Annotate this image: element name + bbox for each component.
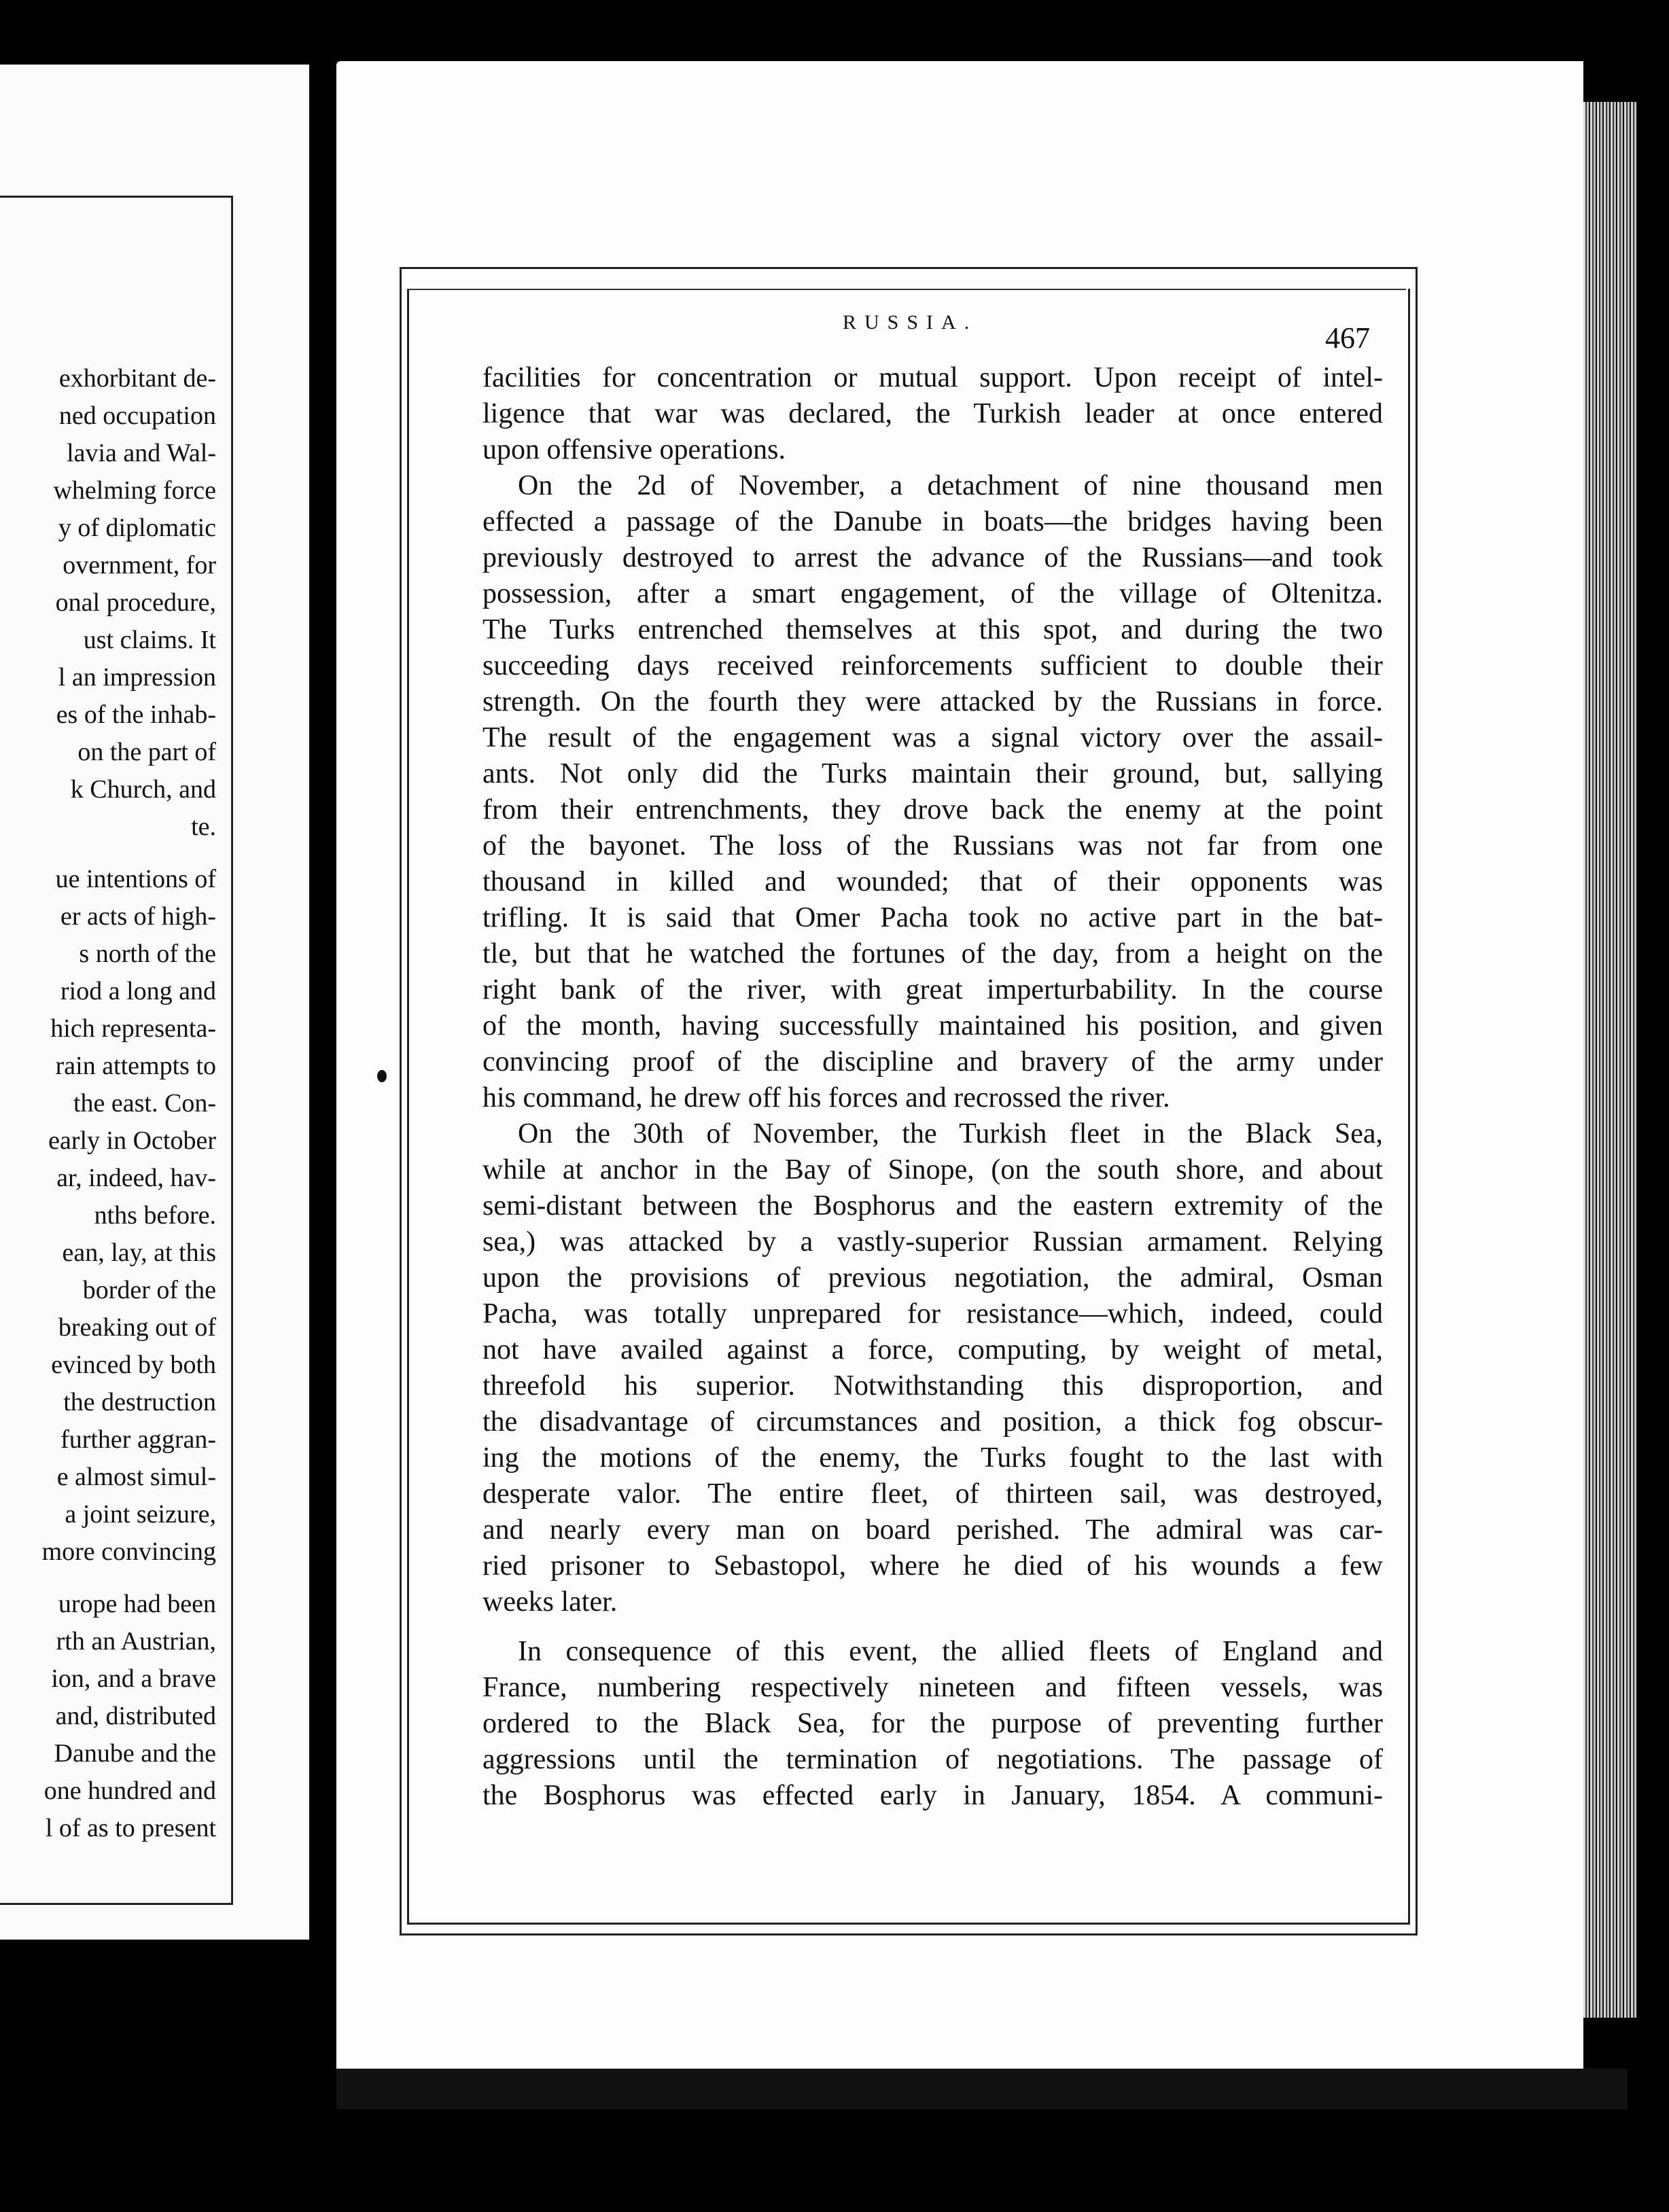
left-text-line: onal procedure, [55, 588, 216, 617]
text-line: ordered to the Black Sea, for the purpose of preventing further [482, 1708, 1383, 1739]
text-line: succeeding days received reinforcements sufficient to double their [482, 650, 1383, 681]
text-line: strength. On the fourth they were attacked by the Russians in force. [482, 686, 1383, 717]
text-line: convincing proof of the discipline and bravery of the army under [482, 1046, 1383, 1077]
text-line: the disadvantage of circumstances and position, a thick fog obscur- [482, 1406, 1383, 1438]
text-line: facilities for concentration or mutual support. Upon receipt of intel- [482, 362, 1383, 393]
left-text-line: more convincing [41, 1537, 216, 1566]
text-line: previously destroyed to arrest the advance of the Russians—and took [482, 542, 1383, 573]
text-line: sea,) was attacked by a vastly-superior Russian armament. Relying [482, 1226, 1383, 1257]
left-text-line: the east. Con- [73, 1089, 216, 1118]
left-text-line: a joint seizure, [65, 1500, 216, 1529]
left-text-line: e almost simul- [56, 1463, 216, 1491]
text-line: upon the provisions of previous negotiation, the admiral, Osman [482, 1262, 1383, 1294]
book-gutter [309, 0, 336, 2212]
text-line: right bank of the river, with great imperturbability. In the course [482, 974, 1383, 1005]
left-text-line: y of diplomatic [58, 514, 216, 542]
left-text-line: the destruction [63, 1388, 216, 1416]
text-line: effected a passage of the Danube in boats—the bridges having been [482, 506, 1383, 537]
left-text-line: exhorbitant de- [58, 364, 216, 393]
left-text-line: l of as to present [45, 1814, 216, 1842]
page-bottom-shadow [336, 2069, 1628, 2109]
text-line: On the 2d of November, a detachment of nine thousand men [518, 470, 1383, 501]
left-text-line: evinced by both [51, 1351, 216, 1379]
left-text-line: further aggran- [60, 1425, 216, 1454]
left-text-line: whelming force [53, 476, 216, 505]
text-line: Pacha, was totally unprepared for resistance—which, indeed, could [482, 1298, 1383, 1330]
left-text-line: border of the [82, 1276, 216, 1304]
text-line: The result of the engagement was a signal victory over the assail- [482, 722, 1383, 753]
left-text-line: ion, and a brave [51, 1664, 216, 1693]
left-text-line: rain attempts to [55, 1052, 216, 1080]
running-head: RUSSIA. [843, 311, 978, 334]
text-line: from their entrenchments, they drove back the enemy at the point [482, 794, 1383, 825]
left-text-line: overnment, for [63, 551, 216, 579]
text-line: thousand in killed and wounded; that of their opponents was [482, 866, 1383, 897]
body-text [482, 360, 1383, 1814]
left-text-line: ean, lay, at this [62, 1238, 216, 1267]
left-text-line: ust claims. It [83, 626, 216, 654]
text-line: France, numbering respectively nineteen and fifteen vessels, was [482, 1672, 1383, 1703]
left-text-line: te. [191, 813, 216, 841]
page-number: 467 [1325, 321, 1370, 355]
left-text-line: rth an Austrian, [56, 1627, 216, 1656]
text-line: On the 30th of November, the Turkish fleet in the Black Sea, [518, 1118, 1383, 1149]
text-line: desperate valor. The entire fleet, of thirteen sail, was destroyed, [482, 1478, 1383, 1510]
text-line: not have availed against a force, computing, by weight of metal, [482, 1334, 1383, 1366]
text-line: his command, he drew off his forces and recrossed the river. [482, 1082, 1170, 1113]
left-text-line: breaking out of [58, 1313, 216, 1342]
text-line: The Turks entrenched themselves at this spot, and during the two [482, 614, 1383, 645]
text-line: trifling. It is said that Omer Pacha took no active part in the bat- [482, 902, 1383, 933]
left-text-line: Danube and the [54, 1739, 216, 1768]
text-line: ants. Not only did the Turks maintain their ground, but, sallying [482, 758, 1383, 789]
left-text-line: lavia and Wal- [67, 439, 216, 467]
text-line: weeks later. [482, 1586, 618, 1618]
text-line: In consequence of this event, the allied fleets of England and [518, 1636, 1383, 1667]
text-line: upon offensive operations. [482, 434, 786, 465]
text-line: of the bayonet. The loss of the Russians was not far from one [482, 830, 1383, 861]
left-text-line: on the part of [77, 738, 216, 766]
left-text-line: early in October [48, 1126, 216, 1155]
left-text-line: es of the inhab- [56, 700, 216, 729]
header-rule [407, 289, 1406, 290]
text-line: the Bosphorus was effected early in January, 1854. A communi- [482, 1780, 1383, 1811]
text-line: ligence that war was declared, the Turkish leader at once entered [482, 398, 1383, 429]
text-line: aggressions until the termination of negotiations. The passage of [482, 1744, 1383, 1775]
left-text-line: s north of the [79, 940, 216, 968]
left-text-line: ned occupation [58, 402, 216, 430]
left-text-line: urope had been [58, 1590, 216, 1618]
text-line: semi-distant between the Bosphorus and the eastern extremity of the [482, 1190, 1383, 1221]
text-line: and nearly every man on board perished. The admiral was car- [482, 1514, 1383, 1546]
text-line: ried prisoner to Sebastopol, where he died of his wounds a few [482, 1550, 1383, 1582]
left-page-text [0, 360, 216, 1847]
left-text-line: hich representa- [50, 1014, 216, 1043]
left-text-line: ar, indeed, hav- [56, 1164, 216, 1192]
text-line: threefold his superior. Notwithstanding this disproportion, and [482, 1370, 1383, 1402]
text-line: tle, but that he watched the fortunes of the day, from a height on the [482, 938, 1383, 969]
text-line: possession, after a smart engagement, of the village of Oltenitza. [482, 578, 1383, 609]
left-text-line: l an impression [58, 663, 216, 692]
text-line: while at anchor in the Bay of Sinope, (on the south shore, and about [482, 1154, 1383, 1185]
left-text-line: nths before. [94, 1201, 216, 1230]
ink-dot [377, 1070, 387, 1082]
left-text-line: and, distributed [55, 1702, 216, 1730]
text-line: ing the motions of the enemy, the Turks fought to the last with [482, 1442, 1383, 1474]
left-text-line: k Church, and [70, 775, 216, 804]
text-line: of the month, having successfully maintained his position, and given [482, 1010, 1383, 1041]
left-text-line: one hundred and [43, 1777, 216, 1805]
left-text-line: er acts of high- [60, 902, 216, 931]
left-text-line: riod a long and [60, 977, 216, 1005]
page-edges [1583, 102, 1638, 2018]
left-text-line: ue intentions of [55, 865, 216, 893]
